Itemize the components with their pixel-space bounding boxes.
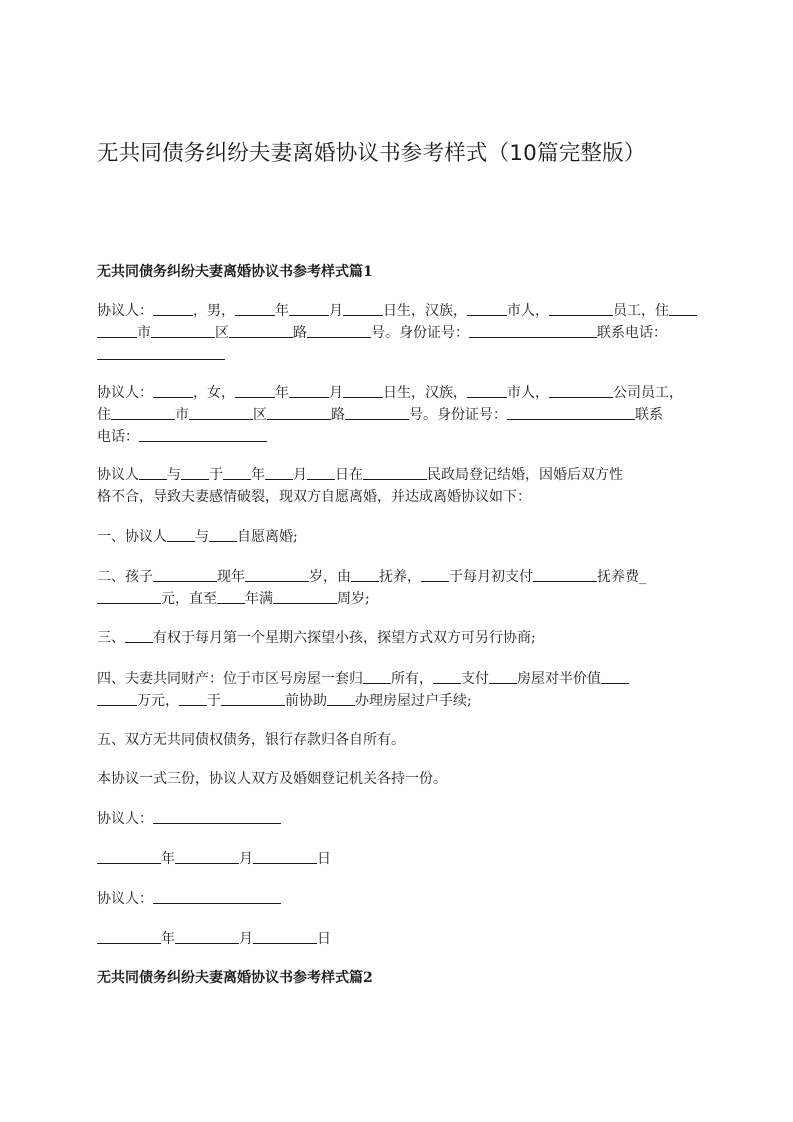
blank-field (151, 323, 215, 338)
blank-field (229, 323, 293, 338)
blank-field (245, 567, 309, 582)
blank-field (267, 405, 331, 420)
blank-field (289, 301, 329, 316)
blank-field (469, 323, 597, 338)
paragraph-line: 格不合，导致夫妻感情破裂，现双方自愿离婚，并达成离婚协议如下： (97, 489, 531, 505)
blank-field (97, 929, 161, 944)
blank-field (467, 301, 507, 316)
blank-field (235, 301, 275, 316)
blank-field (273, 589, 337, 604)
paragraph-line: 协议人： ，女， 年 月 日生，汉族， 市人， 公司员工， (97, 385, 683, 401)
blank-field (217, 589, 245, 604)
blank-field (175, 849, 239, 864)
paragraph-line: 住 市 区 路 号。身份证号： 联系 (97, 407, 663, 423)
blank-field (253, 849, 317, 864)
blank-field (209, 527, 237, 542)
blank-field (189, 405, 253, 420)
blank-field (345, 405, 409, 420)
paragraph-line: 协议人： (97, 808, 697, 830)
signature-date-1 (97, 848, 697, 870)
clause-3 (97, 627, 697, 649)
blank-field (153, 383, 193, 398)
clause-2 (97, 566, 697, 610)
clause-5 (97, 729, 697, 751)
paragraph-line: 市 区 路 号。身份证号： 联系电话： (97, 322, 697, 344)
blank-field (363, 465, 427, 480)
blank-field (97, 589, 161, 604)
paragraph-line: 本协议一式三份，协议人双方及婚姻登记机关各持一份。 (97, 771, 447, 787)
signature-party-2 (97, 888, 697, 910)
document-title: 无共同债务纠纷夫妻离婚协议书参考样式（10篇完整版） (97, 141, 646, 166)
clause-1 (97, 526, 697, 548)
blank-field (343, 301, 383, 316)
paragraph-line: 万元， 于 前协助 办理房屋过户手续; (97, 690, 697, 712)
blank-field (253, 929, 317, 944)
signature-party-1 (97, 808, 697, 830)
blank-field (125, 628, 153, 643)
blank-field (307, 323, 371, 338)
blank-field (289, 383, 329, 398)
blank-field (467, 383, 507, 398)
blank-field (601, 669, 629, 684)
blank-field (97, 323, 137, 338)
paragraph-line: 四、夫妻共同财产：位于市区号房屋一套归 所有， 支付 房屋对半价值 (97, 668, 697, 690)
paragraph-line: 年 月 日 (97, 848, 697, 870)
paragraph-line: 协议人 与 于 年 月 日在 民政局登记结婚，因婚后双方性 (97, 467, 623, 483)
blank-field (343, 383, 383, 398)
clause-4 (97, 668, 697, 712)
blank-field (167, 527, 195, 542)
blank-field (489, 669, 517, 684)
blank-field (327, 691, 355, 706)
blank-field (97, 849, 161, 864)
blank-field (549, 301, 613, 316)
copies-statement (97, 768, 697, 790)
blank-field (139, 427, 267, 442)
wife-info-paragraph (97, 382, 697, 448)
paragraph-line: 三、 有权于每月第一个星期六探望小孩，探望方式双方可另行协商; (97, 630, 536, 646)
signature-blank (153, 809, 281, 824)
paragraph-line: 一、协议人 与 自愿离婚; (97, 529, 298, 545)
blank-field (507, 405, 635, 420)
paragraph-line: 元，直至 年满 周岁; (97, 588, 697, 610)
blank-field (153, 567, 217, 582)
blank-field (351, 567, 379, 582)
blank-field (223, 465, 251, 480)
blank-field (181, 465, 209, 480)
blank-field (265, 465, 293, 480)
signature-date-2 (97, 928, 697, 950)
blank-field (175, 929, 239, 944)
blank-field (221, 691, 285, 706)
paragraph-line: 五、双方无共同债权债务，银行存款归各自所有。 (97, 732, 405, 748)
blank-field (235, 383, 275, 398)
blank-field (111, 405, 175, 420)
blank-field (179, 691, 207, 706)
paragraph-line: 年 月 日 (97, 928, 697, 950)
blank-field (307, 465, 335, 480)
blank-field (363, 669, 391, 684)
blank-field (421, 567, 449, 582)
blank-field (669, 301, 697, 316)
paragraph-line: 协议人： ，男， 年 月 日生，汉族， 市人， 员工，住 (97, 300, 697, 322)
husband-info-paragraph (97, 300, 697, 366)
blank-field (97, 345, 225, 360)
paragraph-line: 电话： (97, 426, 697, 448)
blank-field (549, 383, 613, 398)
section-2-heading: 无共同债务纠纷夫妻离婚协议书参考样式篇2 (97, 970, 373, 986)
paragraph-line: 二、孩子 现年 岁，由 抚养， 于每月初支付 抚养费_ (97, 569, 646, 585)
paragraph-line (97, 344, 697, 366)
blank-field (97, 691, 137, 706)
section-1-heading: 无共同债务纠纷夫妻离婚协议书参考样式篇1 (97, 264, 373, 280)
blank-field (433, 669, 461, 684)
blank-field (139, 465, 167, 480)
blank-field (533, 567, 597, 582)
signature-blank (153, 889, 281, 904)
marriage-intro-paragraph (97, 464, 697, 508)
paragraph-line: 协议人： (97, 888, 697, 910)
blank-field (153, 301, 193, 316)
